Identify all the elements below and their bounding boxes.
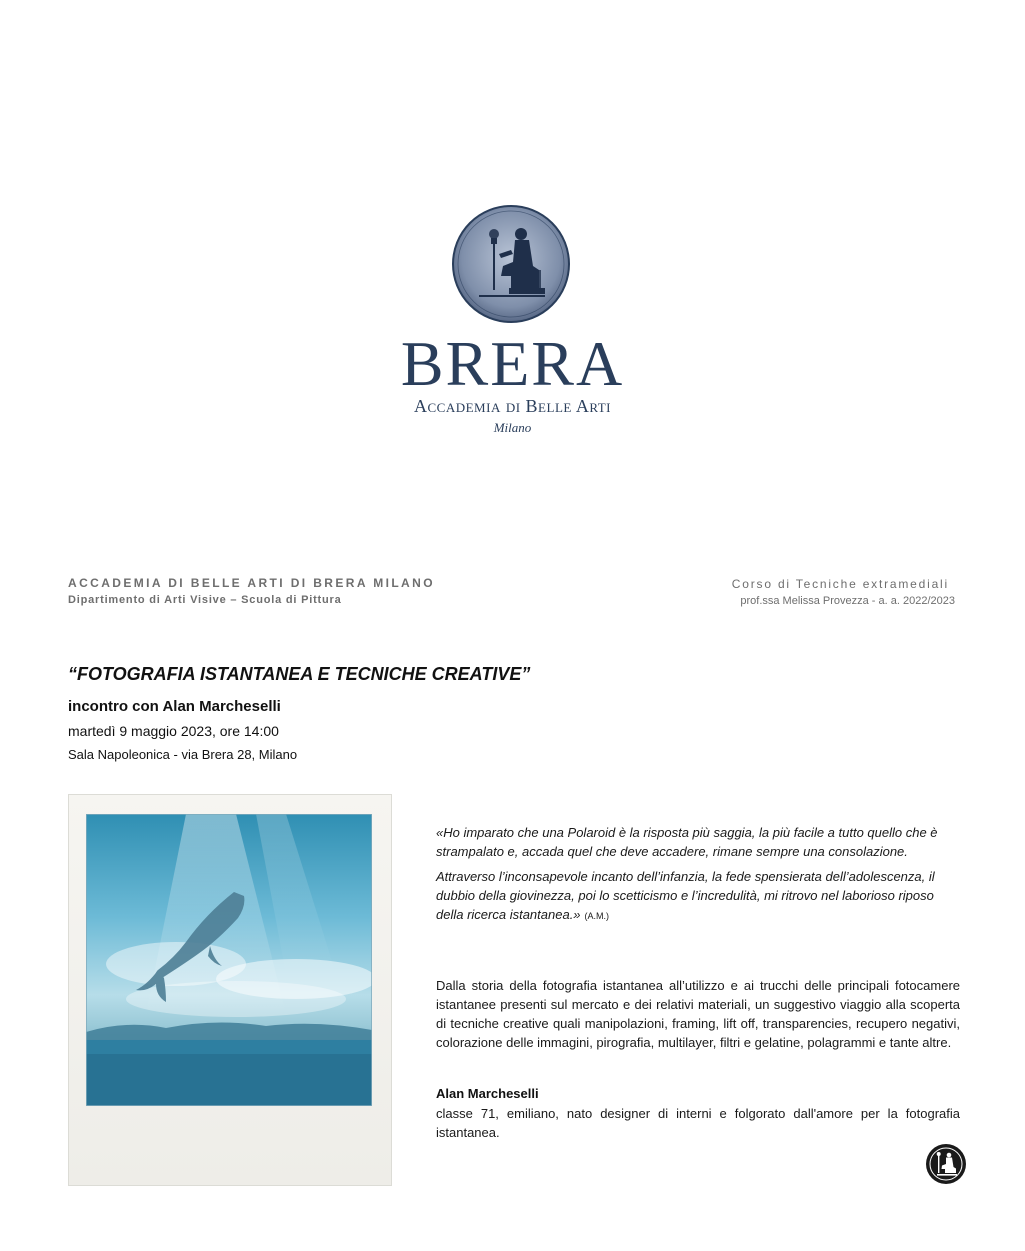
brand-subtitle: Accademia di Belle Arti — [414, 396, 611, 416]
quote-attribution: (A.M.) — [584, 911, 610, 921]
event-speaker: incontro con Alan Marcheselli — [68, 698, 281, 715]
event-date: martedì 9 maggio 2023, ore 14:00 — [68, 723, 279, 739]
event-description: Dalla storia della fotografia istantanea all’utilizzo e ai trucchi delle principali fotocamere istantanee presenti sul mercato e dei relativi materiali, un suggestivo viaggio alla scoperta di tecniche creative quali manipolazioni, framing, lift off, transparencies, recupero negativi, colorazione delle immagini, pirografia, multilayer, filtri e gelatine, polagrammi e tante altre. — [436, 978, 960, 1050]
quote-paragraph: Attraverso l’inconsapevole incanto dell’infanzia, la fede spensierata dell’adolescenza, il dubbio della giovinezza, poi lo scetticismo e l’incredulità, mi ritrovo nel laborioso riposo della ricerca istantanea.» (A.M.) — [436, 869, 935, 922]
brand-city: Milano — [493, 420, 532, 435]
brand-wordmark: BRERA — [400, 328, 625, 399]
bio-text: classe 71, emiliano, nato designer di interni e folgorato dall'amore per la fotografia istantanea. — [436, 1106, 960, 1140]
course-name: Corso di Tecniche extramediali — [731, 577, 949, 591]
course-professor: prof.ssa Melissa Provezza - a. a. 2022/2023 — [740, 595, 955, 607]
polaroid-photo-frame — [68, 794, 392, 1186]
polaroid-whale-photo — [86, 814, 372, 1106]
brera-seal-badge-icon — [925, 1143, 967, 1185]
institution-name: ACCADEMIA DI BELLE ARTI DI BRERA MILANO — [68, 576, 435, 590]
quote-paragraph: «Ho imparato che una Polaroid è la risposta più saggia, la più facile a tutto quello che è strampalato e, accada quel che deve accadere, rimane sempre una consolazione. — [436, 825, 938, 859]
bio-name: Alan Marcheselli — [436, 1086, 539, 1101]
department-name: Dipartimento di Arti Visive – Scuola di Pittura — [68, 594, 342, 606]
event-place: Sala Napoleonica - via Brera 28, Milano — [68, 747, 298, 762]
event-title: “FOTOGRAFIA ISTANTANEA E TECNICHE CREATIVE” — [68, 664, 531, 684]
seated-minerva-seal-icon — [451, 204, 571, 324]
quote-block — [436, 823, 960, 932]
